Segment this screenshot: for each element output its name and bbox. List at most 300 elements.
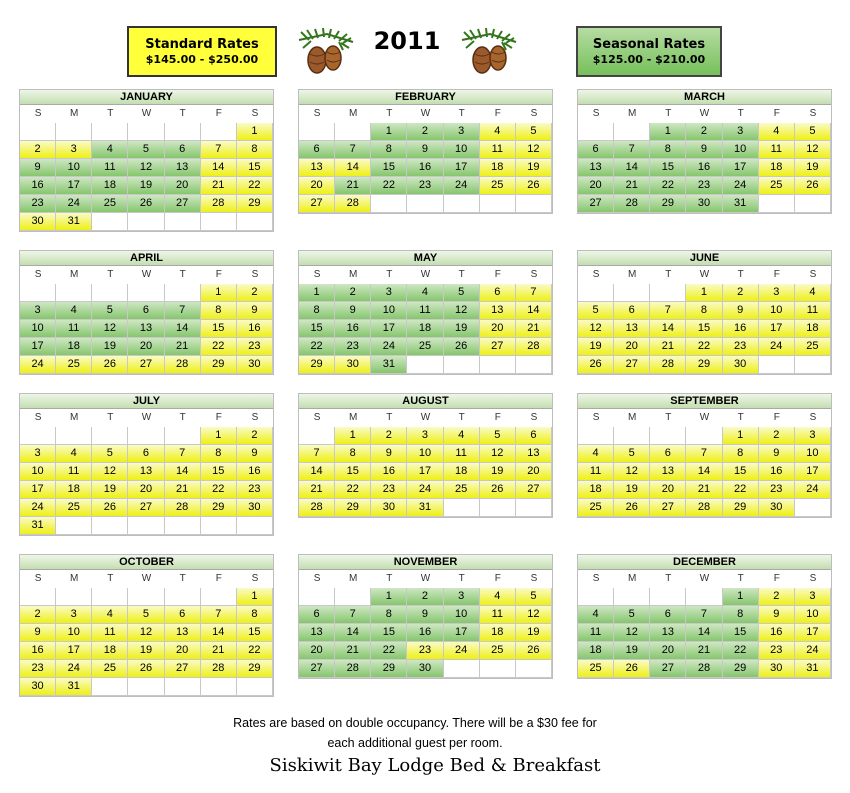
seasonal-rate-day: 14 xyxy=(335,624,371,642)
seasonal-rate-day: 22 xyxy=(723,642,759,660)
seasonal-rate-day: 4 xyxy=(578,606,614,624)
standard-rate-day: 5 xyxy=(92,445,128,463)
standard-rate-day: 22 xyxy=(335,481,371,499)
standard-rate-day: 23 xyxy=(759,481,795,499)
seasonal-rate-day: 15 xyxy=(723,624,759,642)
empty-day-cell xyxy=(92,213,128,231)
seasonal-rate-day: 12 xyxy=(92,320,128,338)
weekday-label: M xyxy=(70,108,79,119)
standard-rate-day: 1 xyxy=(723,427,759,445)
standard-rate-day: 7 xyxy=(165,445,201,463)
standard-rate-day: 6 xyxy=(165,606,201,624)
day-grid xyxy=(578,588,831,678)
standard-rate-day: 24 xyxy=(20,356,56,374)
standard-rate-day: 26 xyxy=(92,499,128,517)
standard-rate-day: 1 xyxy=(686,284,722,302)
standard-rate-day: 11 xyxy=(56,463,92,481)
seasonal-rate-day: 5 xyxy=(444,284,480,302)
weekday-label: W xyxy=(141,269,152,280)
day-grid xyxy=(299,123,552,213)
standard-rate-day: 23 xyxy=(759,642,795,660)
seasonal-rate-day: 14 xyxy=(614,159,650,177)
standard-rate-day: 12 xyxy=(516,606,552,624)
empty-day-cell xyxy=(335,588,371,606)
empty-day-cell xyxy=(614,123,650,141)
standard-rate-day: 14 xyxy=(201,159,237,177)
weekday-label: F xyxy=(773,573,780,584)
standard-rate-day: 30 xyxy=(723,356,759,374)
seasonal-rate-day: 19 xyxy=(614,642,650,660)
standard-rate-day: 8 xyxy=(335,445,371,463)
weekday-label: S xyxy=(313,108,321,119)
standard-rate-day: 29 xyxy=(299,356,335,374)
seasonal-rate-day: 16 xyxy=(686,159,722,177)
weekday-label: W xyxy=(141,412,152,423)
standard-rate-day: 26 xyxy=(795,177,831,195)
seasonal-rate-day: 23 xyxy=(407,177,443,195)
empty-day-cell xyxy=(407,356,443,374)
standard-rate-day: 17 xyxy=(759,320,795,338)
standard-rate-day: 2 xyxy=(723,284,759,302)
standard-rate-day: 5 xyxy=(516,588,552,606)
day-grid xyxy=(20,427,273,535)
month-january xyxy=(19,89,274,232)
day-grid xyxy=(299,284,552,374)
seasonal-rate-day: 27 xyxy=(165,195,201,213)
weekday-header xyxy=(20,409,273,427)
weekday-label: T xyxy=(386,573,393,584)
standard-rate-day: 22 xyxy=(237,177,273,195)
standard-rate-day: 10 xyxy=(407,445,443,463)
empty-day-cell xyxy=(371,195,407,213)
empty-day-cell xyxy=(20,427,56,445)
seasonal-rate-day: 20 xyxy=(128,338,164,356)
seasonal-rate-day: 22 xyxy=(650,177,686,195)
month-september xyxy=(577,393,832,518)
standard-rates-title: Standard Rates xyxy=(145,37,259,52)
weekday-header xyxy=(578,409,831,427)
weekday-label: M xyxy=(70,573,79,584)
standard-rate-day: 18 xyxy=(759,159,795,177)
weekday-label: W xyxy=(699,573,710,584)
seasonal-rate-day: 9 xyxy=(407,141,443,159)
standard-rate-day: 3 xyxy=(56,141,92,159)
standard-rate-day: 12 xyxy=(92,463,128,481)
standard-rate-day: 27 xyxy=(128,356,164,374)
empty-day-cell xyxy=(165,588,201,606)
weekday-label: F xyxy=(773,108,780,119)
empty-day-cell xyxy=(480,356,516,374)
empty-day-cell xyxy=(444,499,480,517)
seasonal-rate-day: 15 xyxy=(299,320,335,338)
empty-day-cell xyxy=(516,356,552,374)
standard-rate-day: 29 xyxy=(723,499,759,517)
standard-rate-day: 11 xyxy=(795,302,831,320)
weekday-label: S xyxy=(34,108,42,119)
seasonal-rate-day: 24 xyxy=(444,177,480,195)
day-grid xyxy=(578,123,831,213)
seasonal-rate-day: 1 xyxy=(371,123,407,141)
seasonal-rate-day: 18 xyxy=(407,320,443,338)
standard-rate-day: 22 xyxy=(201,481,237,499)
standard-rate-day: 4 xyxy=(578,445,614,463)
standard-rate-day: 9 xyxy=(20,624,56,642)
standard-rate-day: 18 xyxy=(444,463,480,481)
standard-rate-day: 10 xyxy=(759,302,795,320)
weekday-label: W xyxy=(420,108,431,119)
seasonal-rate-day: 30 xyxy=(686,195,722,213)
standard-rate-day: 12 xyxy=(614,463,650,481)
empty-day-cell xyxy=(201,517,237,535)
seasonal-rate-day: 4 xyxy=(56,302,92,320)
seasonal-rate-day: 27 xyxy=(578,195,614,213)
weekday-label: F xyxy=(494,269,501,280)
seasonal-rate-day: 24 xyxy=(56,195,92,213)
seasonal-rate-day: 22 xyxy=(371,642,407,660)
weekday-label: T xyxy=(107,269,114,280)
standard-rate-day: 20 xyxy=(165,642,201,660)
weekday-label: S xyxy=(251,108,259,119)
empty-day-cell xyxy=(128,588,164,606)
standard-rate-day: 24 xyxy=(795,481,831,499)
month-name: DECEMBER xyxy=(578,555,831,570)
weekday-label: M xyxy=(628,108,637,119)
seasonal-rate-day: 9 xyxy=(407,606,443,624)
standard-rate-day: 30 xyxy=(335,356,371,374)
standard-rate-day: 7 xyxy=(686,445,722,463)
empty-day-cell xyxy=(92,427,128,445)
seasonal-rate-day: 10 xyxy=(444,141,480,159)
weekday-label: S xyxy=(313,412,321,423)
weekday-label: M xyxy=(349,269,358,280)
month-name: OCTOBER xyxy=(20,555,273,570)
seasonal-rate-day: 11 xyxy=(578,624,614,642)
standard-rate-day: 26 xyxy=(614,499,650,517)
standard-rate-day: 29 xyxy=(686,356,722,374)
month-name: APRIL xyxy=(20,251,273,266)
seasonal-rate-day: 4 xyxy=(407,284,443,302)
month-name: AUGUST xyxy=(299,394,552,409)
seasonal-rate-day: 19 xyxy=(128,177,164,195)
weekday-label: W xyxy=(699,269,710,280)
seasonal-rates-box xyxy=(576,26,722,77)
standard-rate-day: 27 xyxy=(650,499,686,517)
seasonal-rate-day: 3 xyxy=(371,284,407,302)
weekday-label: S xyxy=(34,269,42,280)
weekday-label: M xyxy=(70,412,79,423)
weekday-label: T xyxy=(458,573,465,584)
weekday-header xyxy=(20,105,273,123)
seasonal-rate-day: 16 xyxy=(20,177,56,195)
empty-day-cell xyxy=(201,123,237,141)
month-december xyxy=(577,554,832,679)
standard-rate-day: 17 xyxy=(407,463,443,481)
standard-rate-day: 7 xyxy=(516,284,552,302)
standard-rate-day: 16 xyxy=(237,463,273,481)
standard-rate-day: 12 xyxy=(795,141,831,159)
empty-day-cell xyxy=(128,427,164,445)
weekday-label: W xyxy=(420,573,431,584)
weekday-label: S xyxy=(592,412,600,423)
standard-rate-day: 22 xyxy=(237,642,273,660)
standard-rate-day: 28 xyxy=(201,660,237,678)
standard-rate-day: 19 xyxy=(795,159,831,177)
seasonal-rate-day: 3 xyxy=(20,302,56,320)
seasonal-rate-day: 6 xyxy=(128,302,164,320)
weekday-label: F xyxy=(773,412,780,423)
empty-day-cell xyxy=(165,284,201,302)
standard-rate-day: 16 xyxy=(759,463,795,481)
seasonal-rate-day: 23 xyxy=(20,195,56,213)
standard-rate-day: 23 xyxy=(723,338,759,356)
day-grid xyxy=(20,588,273,696)
seasonal-rate-day: 23 xyxy=(335,338,371,356)
standard-rate-day: 21 xyxy=(201,642,237,660)
weekday-label: W xyxy=(699,108,710,119)
standard-rate-day: 12 xyxy=(480,445,516,463)
weekday-label: T xyxy=(107,573,114,584)
weekday-label: T xyxy=(737,412,744,423)
standard-rate-day: 15 xyxy=(201,320,237,338)
seasonal-rate-day: 30 xyxy=(407,660,443,678)
standard-rate-day: 26 xyxy=(92,356,128,374)
standard-rate-day: 9 xyxy=(371,445,407,463)
seasonal-rate-day: 17 xyxy=(56,177,92,195)
seasonal-rate-day: 8 xyxy=(371,606,407,624)
seasonal-rate-day: 17 xyxy=(444,159,480,177)
standard-rate-day: 8 xyxy=(201,445,237,463)
seasonal-rate-day: 5 xyxy=(92,302,128,320)
standard-rate-day: 24 xyxy=(444,642,480,660)
standard-rate-day: 25 xyxy=(578,660,614,678)
seasonal-rate-day: 7 xyxy=(686,606,722,624)
standard-rate-day: 10 xyxy=(795,606,831,624)
standard-rate-day: 21 xyxy=(201,177,237,195)
weekday-header xyxy=(299,105,552,123)
standard-rate-day: 15 xyxy=(237,624,273,642)
standard-rate-day: 19 xyxy=(480,463,516,481)
weekday-header xyxy=(578,570,831,588)
standard-rate-day: 2 xyxy=(237,284,273,302)
standard-rate-day: 30 xyxy=(20,213,56,231)
seasonal-rate-day: 17 xyxy=(20,338,56,356)
weekday-label: T xyxy=(458,108,465,119)
standard-rate-day: 23 xyxy=(20,660,56,678)
weekday-label: F xyxy=(494,412,501,423)
month-february xyxy=(298,89,553,214)
standard-rate-day: 24 xyxy=(759,338,795,356)
weekday-label: T xyxy=(179,573,186,584)
standard-rate-day: 27 xyxy=(614,356,650,374)
standard-rate-day: 11 xyxy=(92,624,128,642)
empty-day-cell xyxy=(686,427,722,445)
empty-day-cell xyxy=(128,678,164,696)
seasonal-rate-day: 21 xyxy=(335,177,371,195)
standard-rate-day: 28 xyxy=(335,195,371,213)
weekday-label: S xyxy=(592,108,600,119)
standard-rate-day: 30 xyxy=(371,499,407,517)
standard-rate-day: 6 xyxy=(128,445,164,463)
weekday-header xyxy=(20,570,273,588)
seasonal-rate-day: 18 xyxy=(578,642,614,660)
weekday-label: M xyxy=(628,412,637,423)
month-march xyxy=(577,89,832,214)
seasonal-rate-day: 20 xyxy=(299,642,335,660)
empty-day-cell xyxy=(128,213,164,231)
seasonal-rate-day: 16 xyxy=(335,320,371,338)
standard-rate-day: 9 xyxy=(759,606,795,624)
standard-rate-day: 8 xyxy=(723,445,759,463)
standard-rate-day: 9 xyxy=(237,445,273,463)
standard-rate-day: 27 xyxy=(128,499,164,517)
seasonal-rate-day: 2 xyxy=(407,123,443,141)
seasonal-rate-day: 10 xyxy=(371,302,407,320)
empty-day-cell xyxy=(128,123,164,141)
seasonal-rate-day: 28 xyxy=(614,195,650,213)
seasonal-rate-day: 15 xyxy=(650,159,686,177)
empty-day-cell xyxy=(165,213,201,231)
empty-day-cell xyxy=(201,213,237,231)
standard-rate-day: 29 xyxy=(237,195,273,213)
standard-rate-day: 9 xyxy=(723,302,759,320)
standard-rate-day: 3 xyxy=(795,588,831,606)
month-october xyxy=(19,554,274,697)
empty-day-cell xyxy=(444,195,480,213)
seasonal-rate-day: 26 xyxy=(444,338,480,356)
pinecone-icon xyxy=(297,26,355,76)
empty-day-cell xyxy=(92,588,128,606)
day-grid xyxy=(20,284,273,374)
standard-rate-day: 18 xyxy=(92,642,128,660)
seasonal-rate-day: 13 xyxy=(650,624,686,642)
standard-rate-day: 20 xyxy=(516,463,552,481)
seasonal-rate-day: 20 xyxy=(650,642,686,660)
empty-day-cell xyxy=(92,517,128,535)
standard-rate-day: 12 xyxy=(516,141,552,159)
standard-rate-day: 5 xyxy=(128,606,164,624)
weekday-label: T xyxy=(107,108,114,119)
empty-day-cell xyxy=(444,356,480,374)
seasonal-rate-day: 7 xyxy=(614,141,650,159)
seasonal-rate-day: 9 xyxy=(686,141,722,159)
occupancy-note xyxy=(150,713,680,753)
seasonal-rate-day: 12 xyxy=(614,624,650,642)
empty-day-cell xyxy=(92,678,128,696)
weekday-label: T xyxy=(179,108,186,119)
seasonal-rate-day: 26 xyxy=(128,195,164,213)
weekday-header xyxy=(20,266,273,284)
empty-day-cell xyxy=(56,588,92,606)
weekday-label: S xyxy=(592,573,600,584)
empty-day-cell xyxy=(299,123,335,141)
seasonal-rate-day: 14 xyxy=(686,624,722,642)
seasonal-rate-day: 6 xyxy=(299,141,335,159)
standard-rate-day: 25 xyxy=(56,499,92,517)
empty-day-cell xyxy=(92,123,128,141)
seasonal-rate-day: 6 xyxy=(299,606,335,624)
seasonal-rate-day: 1 xyxy=(299,284,335,302)
empty-day-cell xyxy=(201,588,237,606)
weekday-label: F xyxy=(494,573,501,584)
standard-rate-day: 5 xyxy=(795,123,831,141)
seasonal-rate-day: 5 xyxy=(128,141,164,159)
standard-rate-day: 21 xyxy=(299,481,335,499)
standard-rate-day: 16 xyxy=(20,642,56,660)
standard-rate-day: 29 xyxy=(201,499,237,517)
empty-day-cell xyxy=(759,356,795,374)
seasonal-rate-day: 12 xyxy=(444,302,480,320)
empty-day-cell xyxy=(686,588,722,606)
standard-rate-day: 11 xyxy=(480,606,516,624)
standard-rate-day: 31 xyxy=(20,517,56,535)
seasonal-rate-day: 2 xyxy=(335,284,371,302)
weekday-label: M xyxy=(628,573,637,584)
weekday-label: S xyxy=(809,269,817,280)
seasonal-rate-day: 7 xyxy=(335,141,371,159)
standard-rate-day: 27 xyxy=(516,481,552,499)
standard-rate-day: 14 xyxy=(516,302,552,320)
weekday-label: T xyxy=(179,269,186,280)
standard-rate-day: 4 xyxy=(92,606,128,624)
weekday-label: F xyxy=(215,269,222,280)
empty-day-cell xyxy=(407,195,443,213)
standard-rate-day: 27 xyxy=(480,338,516,356)
lodge-name: Siskiwit Bay Lodge Bed & Breakfast xyxy=(269,755,601,776)
standard-rate-day: 5 xyxy=(578,302,614,320)
seasonal-rate-day: 21 xyxy=(165,338,201,356)
weekday-label: T xyxy=(458,412,465,423)
empty-day-cell xyxy=(516,660,552,678)
seasonal-rate-day: 22 xyxy=(299,338,335,356)
seasonal-rate-day: 18 xyxy=(56,338,92,356)
seasonal-rate-day: 28 xyxy=(686,660,722,678)
seasonal-rate-day: 4 xyxy=(92,141,128,159)
standard-rate-day: 3 xyxy=(20,445,56,463)
standard-rate-day: 28 xyxy=(299,499,335,517)
standard-rate-day: 27 xyxy=(165,660,201,678)
seasonal-rate-day: 14 xyxy=(165,320,201,338)
seasonal-rate-day: 19 xyxy=(92,338,128,356)
weekday-label: S xyxy=(251,412,259,423)
empty-day-cell xyxy=(92,284,128,302)
weekday-label: T xyxy=(665,269,672,280)
weekday-label: S xyxy=(251,573,259,584)
standard-rate-day: 7 xyxy=(201,606,237,624)
standard-rate-day: 15 xyxy=(723,463,759,481)
standard-rate-day: 2 xyxy=(237,427,273,445)
standard-rate-day: 2 xyxy=(371,427,407,445)
standard-rate-day: 28 xyxy=(165,356,201,374)
empty-day-cell xyxy=(299,588,335,606)
standard-rate-day: 14 xyxy=(201,624,237,642)
weekday-label: S xyxy=(313,269,321,280)
seasonal-rate-day: 31 xyxy=(723,195,759,213)
standard-rate-day: 24 xyxy=(56,660,92,678)
standard-rate-day: 23 xyxy=(237,481,273,499)
standard-rate-day: 17 xyxy=(795,624,831,642)
seasonal-rate-day: 31 xyxy=(371,356,407,374)
standard-rate-day: 23 xyxy=(407,642,443,660)
weekday-label: T xyxy=(737,269,744,280)
empty-day-cell xyxy=(795,195,831,213)
seasonal-rate-day: 6 xyxy=(165,141,201,159)
seasonal-rate-day: 16 xyxy=(407,624,443,642)
empty-day-cell xyxy=(795,356,831,374)
standard-rate-day: 28 xyxy=(650,356,686,374)
standard-rate-day: 30 xyxy=(237,499,273,517)
empty-day-cell xyxy=(128,284,164,302)
standard-rate-day: 23 xyxy=(237,338,273,356)
